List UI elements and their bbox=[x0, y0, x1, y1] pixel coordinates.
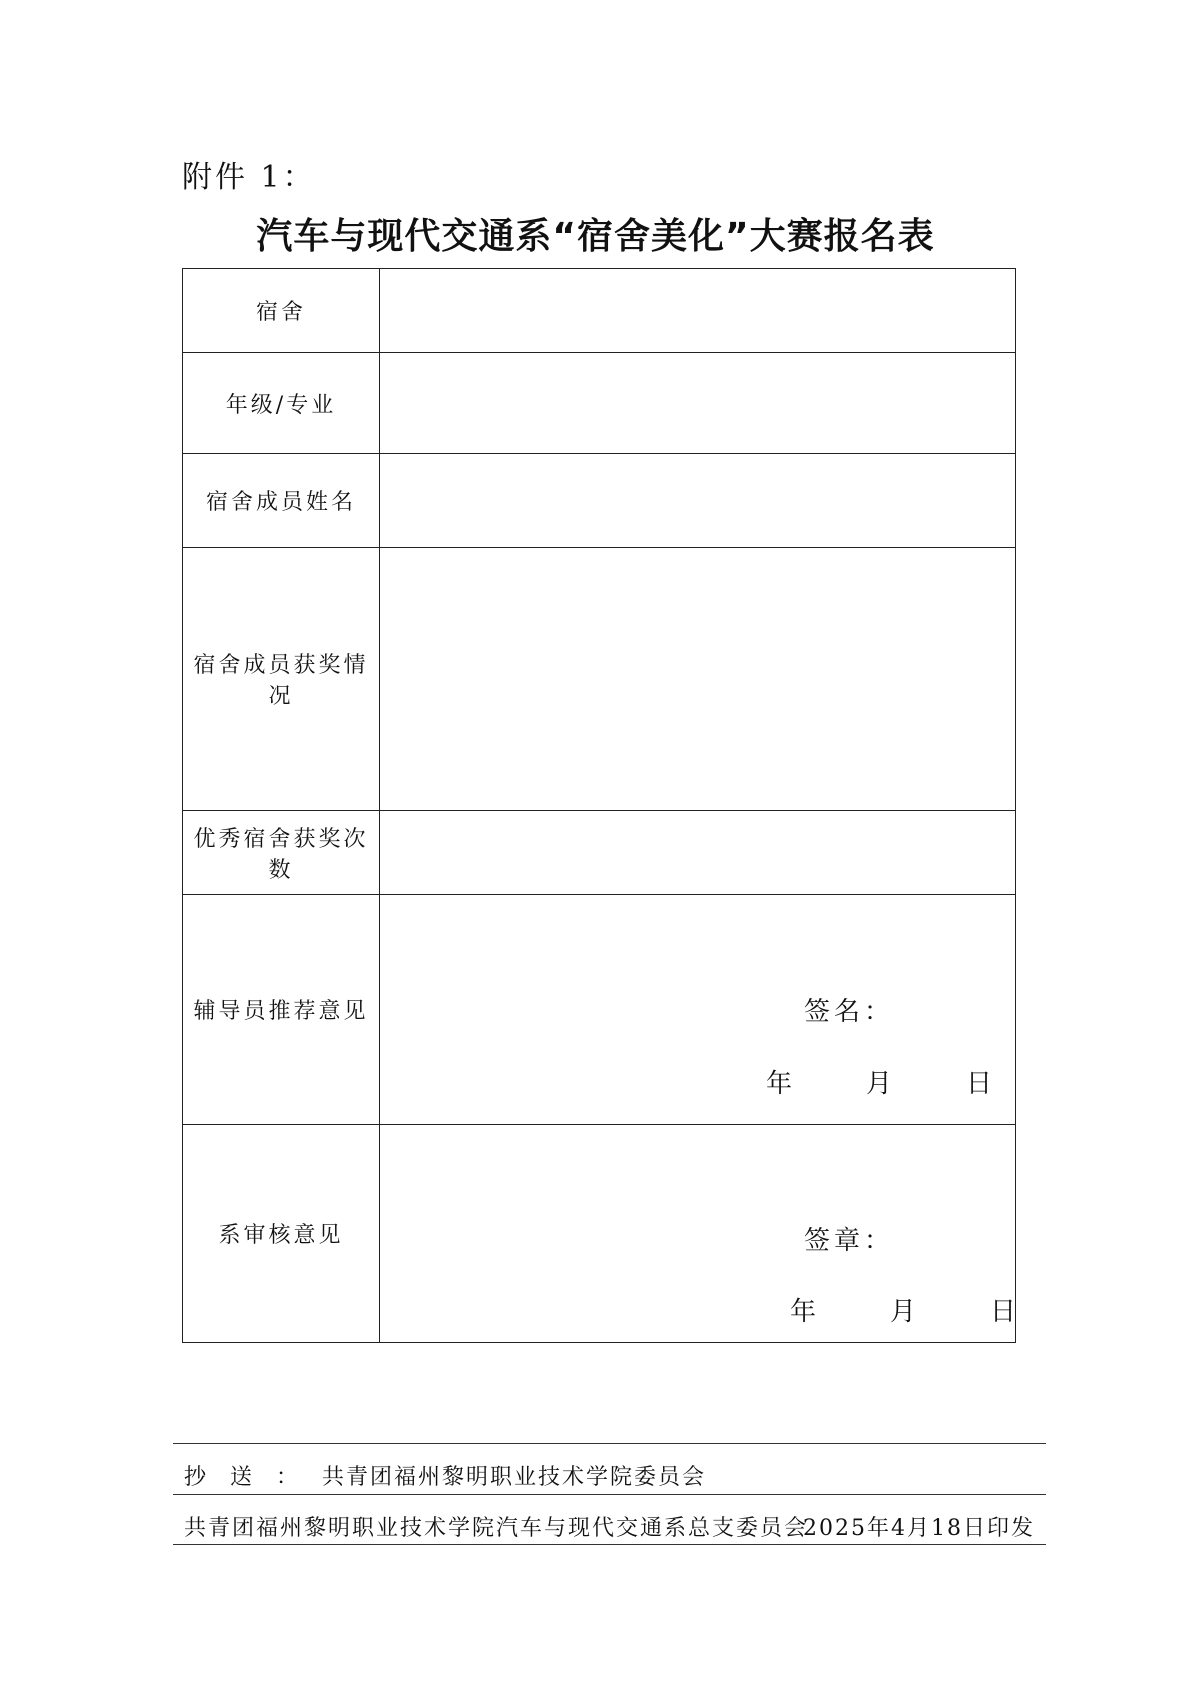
member-awards-field[interactable] bbox=[380, 548, 1016, 811]
attachment-label: 附件 1： bbox=[182, 160, 316, 195]
dormitory-field[interactable] bbox=[380, 269, 1016, 353]
counselor-month-label: 月 bbox=[866, 1069, 893, 1099]
registration-form bbox=[182, 268, 1016, 1343]
form-row-department-opinion bbox=[183, 1125, 1016, 1343]
footer-bottom-rule bbox=[173, 1544, 1046, 1545]
form-title: 汽车与现代交通系“宿舍美化”大赛报名表 bbox=[256, 216, 935, 257]
department-opinion-label: 系审核意见 bbox=[183, 1125, 380, 1343]
department-opinion-field[interactable] bbox=[380, 1125, 1016, 1343]
form-row-member-names bbox=[183, 454, 1016, 548]
department-year-label: 年 bbox=[790, 1297, 817, 1327]
footer-top-rule bbox=[173, 1443, 1046, 1444]
issue-date: 2025年4月18日印发 bbox=[803, 1516, 1035, 1541]
grade-major-field[interactable] bbox=[380, 353, 1016, 454]
footer-middle-rule bbox=[173, 1494, 1046, 1495]
cc-recipient: 共青团福州黎明职业技术学院委员会 bbox=[322, 1465, 707, 1490]
excellent-count-field[interactable] bbox=[380, 811, 1016, 895]
form-row-member-awards bbox=[183, 548, 1016, 811]
member-names-field[interactable] bbox=[380, 454, 1016, 548]
grade-major-label: 年级/专业 bbox=[183, 353, 380, 454]
member-names-label: 宿舍成员姓名 bbox=[183, 454, 380, 548]
form-row-dormitory bbox=[183, 269, 1016, 353]
form-row-grade-major bbox=[183, 353, 1016, 454]
counselor-opinion-label: 辅导员推荐意见 bbox=[183, 895, 380, 1125]
dormitory-label: 宿舍 bbox=[183, 269, 380, 353]
form-row-excellent-count bbox=[183, 811, 1016, 895]
excellent-count-label: 优秀宿舍获奖次数 bbox=[183, 811, 380, 895]
counselor-year-label: 年 bbox=[766, 1069, 793, 1099]
department-month-label: 月 bbox=[890, 1297, 917, 1327]
counselor-opinion-field[interactable] bbox=[380, 895, 1016, 1125]
cc-label: 抄送： bbox=[184, 1465, 323, 1490]
counselor-signature-label: 签名： bbox=[804, 997, 895, 1027]
form-row-counselor-opinion bbox=[183, 895, 1016, 1125]
issuer-name: 共青团福州黎明职业技术学院汽车与现代交通系总支委员会 bbox=[184, 1516, 809, 1541]
department-seal-label: 签章： bbox=[804, 1226, 895, 1256]
department-day-label: 日 bbox=[990, 1297, 1017, 1327]
counselor-day-label: 日 bbox=[966, 1069, 993, 1099]
cc-line bbox=[184, 1460, 706, 1491]
member-awards-label: 宿舍成员获奖情况 bbox=[183, 548, 380, 811]
